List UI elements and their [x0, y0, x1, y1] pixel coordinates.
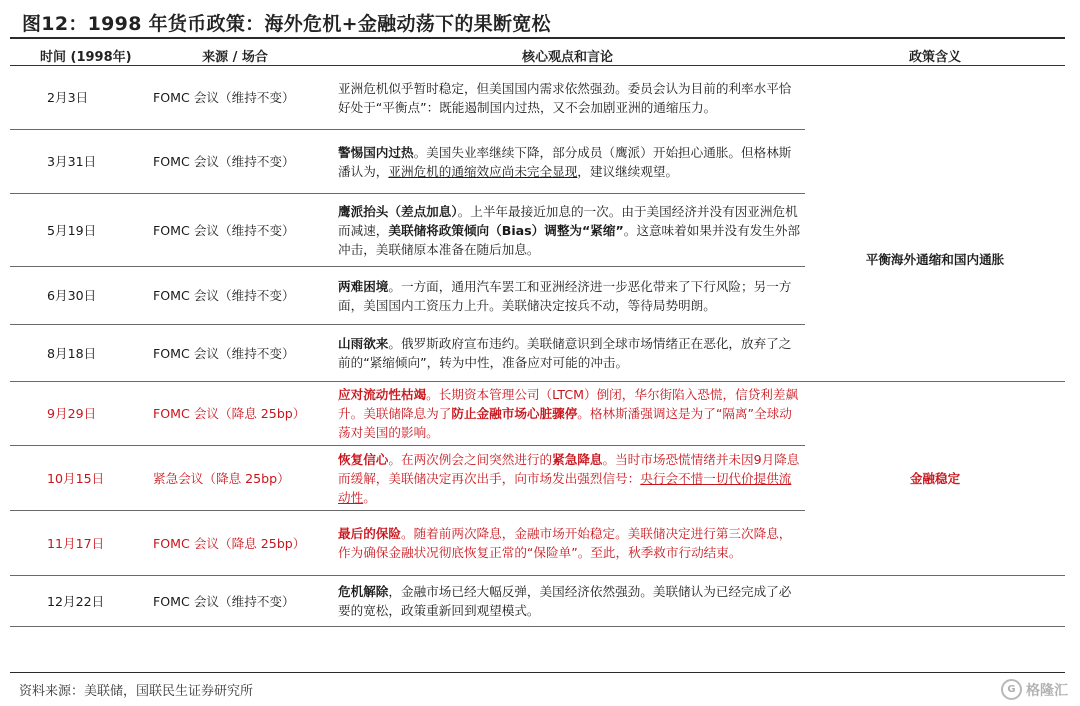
statement-cell	[330, 130, 805, 194]
title-divider	[10, 37, 1065, 39]
date-cell: 9月29日	[10, 382, 140, 446]
source-cell: FOMC 会议（维持不变）	[140, 194, 330, 267]
statement-text: 央行会不惜一切代价提供流动性	[338, 470, 792, 505]
statement-text: 美联储将政策倾向（Bias）调整为“紧缩”	[388, 222, 624, 238]
statement-cell	[330, 66, 805, 130]
source-cell: FOMC 会议（降息 25bp）	[140, 382, 330, 446]
column-header-date: 时间 (1998年)	[10, 45, 140, 66]
source-note: 资料来源：美联储，国联民生证券研究所	[19, 684, 254, 699]
table-row	[10, 382, 1065, 446]
statement-cell	[330, 446, 805, 511]
policy-table	[10, 45, 1065, 627]
statement-text: 两难困境	[338, 278, 389, 294]
statement-text: 警惕国内过热	[338, 144, 414, 160]
date-cell: 3月31日	[10, 130, 140, 194]
statement-cell	[330, 325, 805, 382]
statement-text: 。长期资本管理公司（LTCM）倒闭，华尔街陷入恐慌，信贷利差飙升。美联储降息为了	[338, 387, 799, 421]
date-cell: 5月19日	[10, 194, 140, 267]
statement-text: 。格林斯潘强调这是为了“隔离”全球动荡对美国的影响。	[338, 406, 792, 440]
statement-text: 。俄罗斯政府宣布违约。美联储意识到全球市场情绪正在恶化，放弃了之前的“紧缩倾向”，转为中性，准备应对可能的冲击。	[338, 336, 792, 370]
watermark-logo	[1001, 679, 1068, 700]
date-cell: 6月30日	[10, 267, 140, 325]
policy-implication-cell: 金融稳定	[805, 382, 1065, 576]
source-cell: 紧急会议（降息 25bp）	[140, 446, 330, 511]
statement-cell	[330, 194, 805, 267]
statement-text: 。当时市场恐慌情绪并未因9月降息而缓解，美联储决定再次出手，向市场发出强烈信号：	[338, 451, 800, 486]
source-cell: FOMC 会议（维持不变）	[140, 130, 330, 194]
statement-cell	[330, 511, 805, 576]
logo-icon: G	[1001, 679, 1022, 700]
column-header-implication: 政策含义	[805, 45, 1065, 66]
table-body	[10, 66, 1065, 627]
statement-text: 。美国失业率继续下降，部分成员（鹰派）开始担心通胀。但格林斯潘认为，	[338, 144, 792, 179]
statement-text: 鹰派抬头（差点加息）	[338, 203, 458, 219]
date-cell: 12月22日	[10, 576, 140, 627]
footer-divider	[10, 672, 1065, 673]
date-cell: 2月3日	[10, 66, 140, 130]
statement-text: 。	[363, 489, 376, 505]
table-row	[10, 66, 1065, 130]
source-cell: FOMC 会议（维持不变）	[140, 267, 330, 325]
date-cell: 11月17日	[10, 511, 140, 576]
statement-text: 紧急降息	[552, 451, 603, 467]
statement-text: 危机解除	[338, 584, 389, 599]
source-cell: FOMC 会议（维持不变）	[140, 325, 330, 382]
column-header-views: 核心观点和言论	[330, 45, 805, 66]
policy-implication-cell: 平衡海外通缩和国内通胀	[805, 66, 1065, 382]
statement-text: 恢复信心	[338, 451, 389, 467]
figure-title: 图12：1998 年货币政策：海外危机+金融动荡下的果断宽松	[22, 13, 551, 35]
column-header-source: 来源 / 场合	[140, 45, 330, 66]
statement-text: ，金融市场已经大幅反弹，美国经济依然强劲。美联储认为已经完成了必要的宽松，政策重新回到观望模式。	[338, 584, 792, 618]
statement-text: 。上半年最接近加息的一次。由于美国经济并没有因亚洲危机而减速，	[338, 203, 798, 238]
source-cell: FOMC 会议（维持不变）	[140, 576, 330, 627]
table-header-row	[10, 45, 1065, 66]
statement-text: 。一方面，通用汽车罢工和亚洲经济进一步恶化带来了下行风险；另一方面，美国国内工资压力上升。美联储决定按兵不动，等待局势明朗。	[338, 278, 792, 313]
policy-implication-cell	[805, 576, 1065, 627]
statement-text: 山雨欲来	[338, 336, 389, 351]
watermark-text: 格隆汇	[1026, 682, 1068, 699]
statement-text: 。这意味着如果并没有发生外部冲击，美联储原本准备在随后加息。	[338, 222, 801, 257]
source-cell: FOMC 会议（维持不变）	[140, 66, 330, 130]
statement-text: 防止金融市场心脏骤停	[451, 406, 578, 421]
statement-text: 。随着前两次降息，金融市场开始稳定。美联储决定进行第三次降息，作为确保金融状况彻底恢复正常的“保险单”。至此，秋季救市行动结束。	[338, 526, 792, 560]
source-cell: FOMC 会议（降息 25bp）	[140, 511, 330, 576]
statement-text: 。在两次例会之间突然进行的	[388, 451, 553, 467]
statement-text: 亚洲危机似乎暂时稳定，但美国国内需求依然强劲。委员会认为目前的利率水平恰好处于“平衡点”：既能遏制国内过热，又不会加剧亚洲的通缩压力。	[338, 80, 792, 115]
table-row	[10, 576, 1065, 627]
statement-cell	[330, 267, 805, 325]
statement-cell	[330, 576, 805, 627]
date-cell: 8月18日	[10, 325, 140, 382]
statement-text: 最后的保险	[338, 526, 401, 541]
statement-text: 应对流动性枯竭	[338, 387, 427, 402]
statement-cell	[330, 382, 805, 446]
statement-text: 亚洲危机的通缩效应尚未完全显现	[388, 163, 578, 179]
date-cell: 10月15日	[10, 446, 140, 511]
statement-text: ，建议继续观望。	[577, 163, 679, 179]
